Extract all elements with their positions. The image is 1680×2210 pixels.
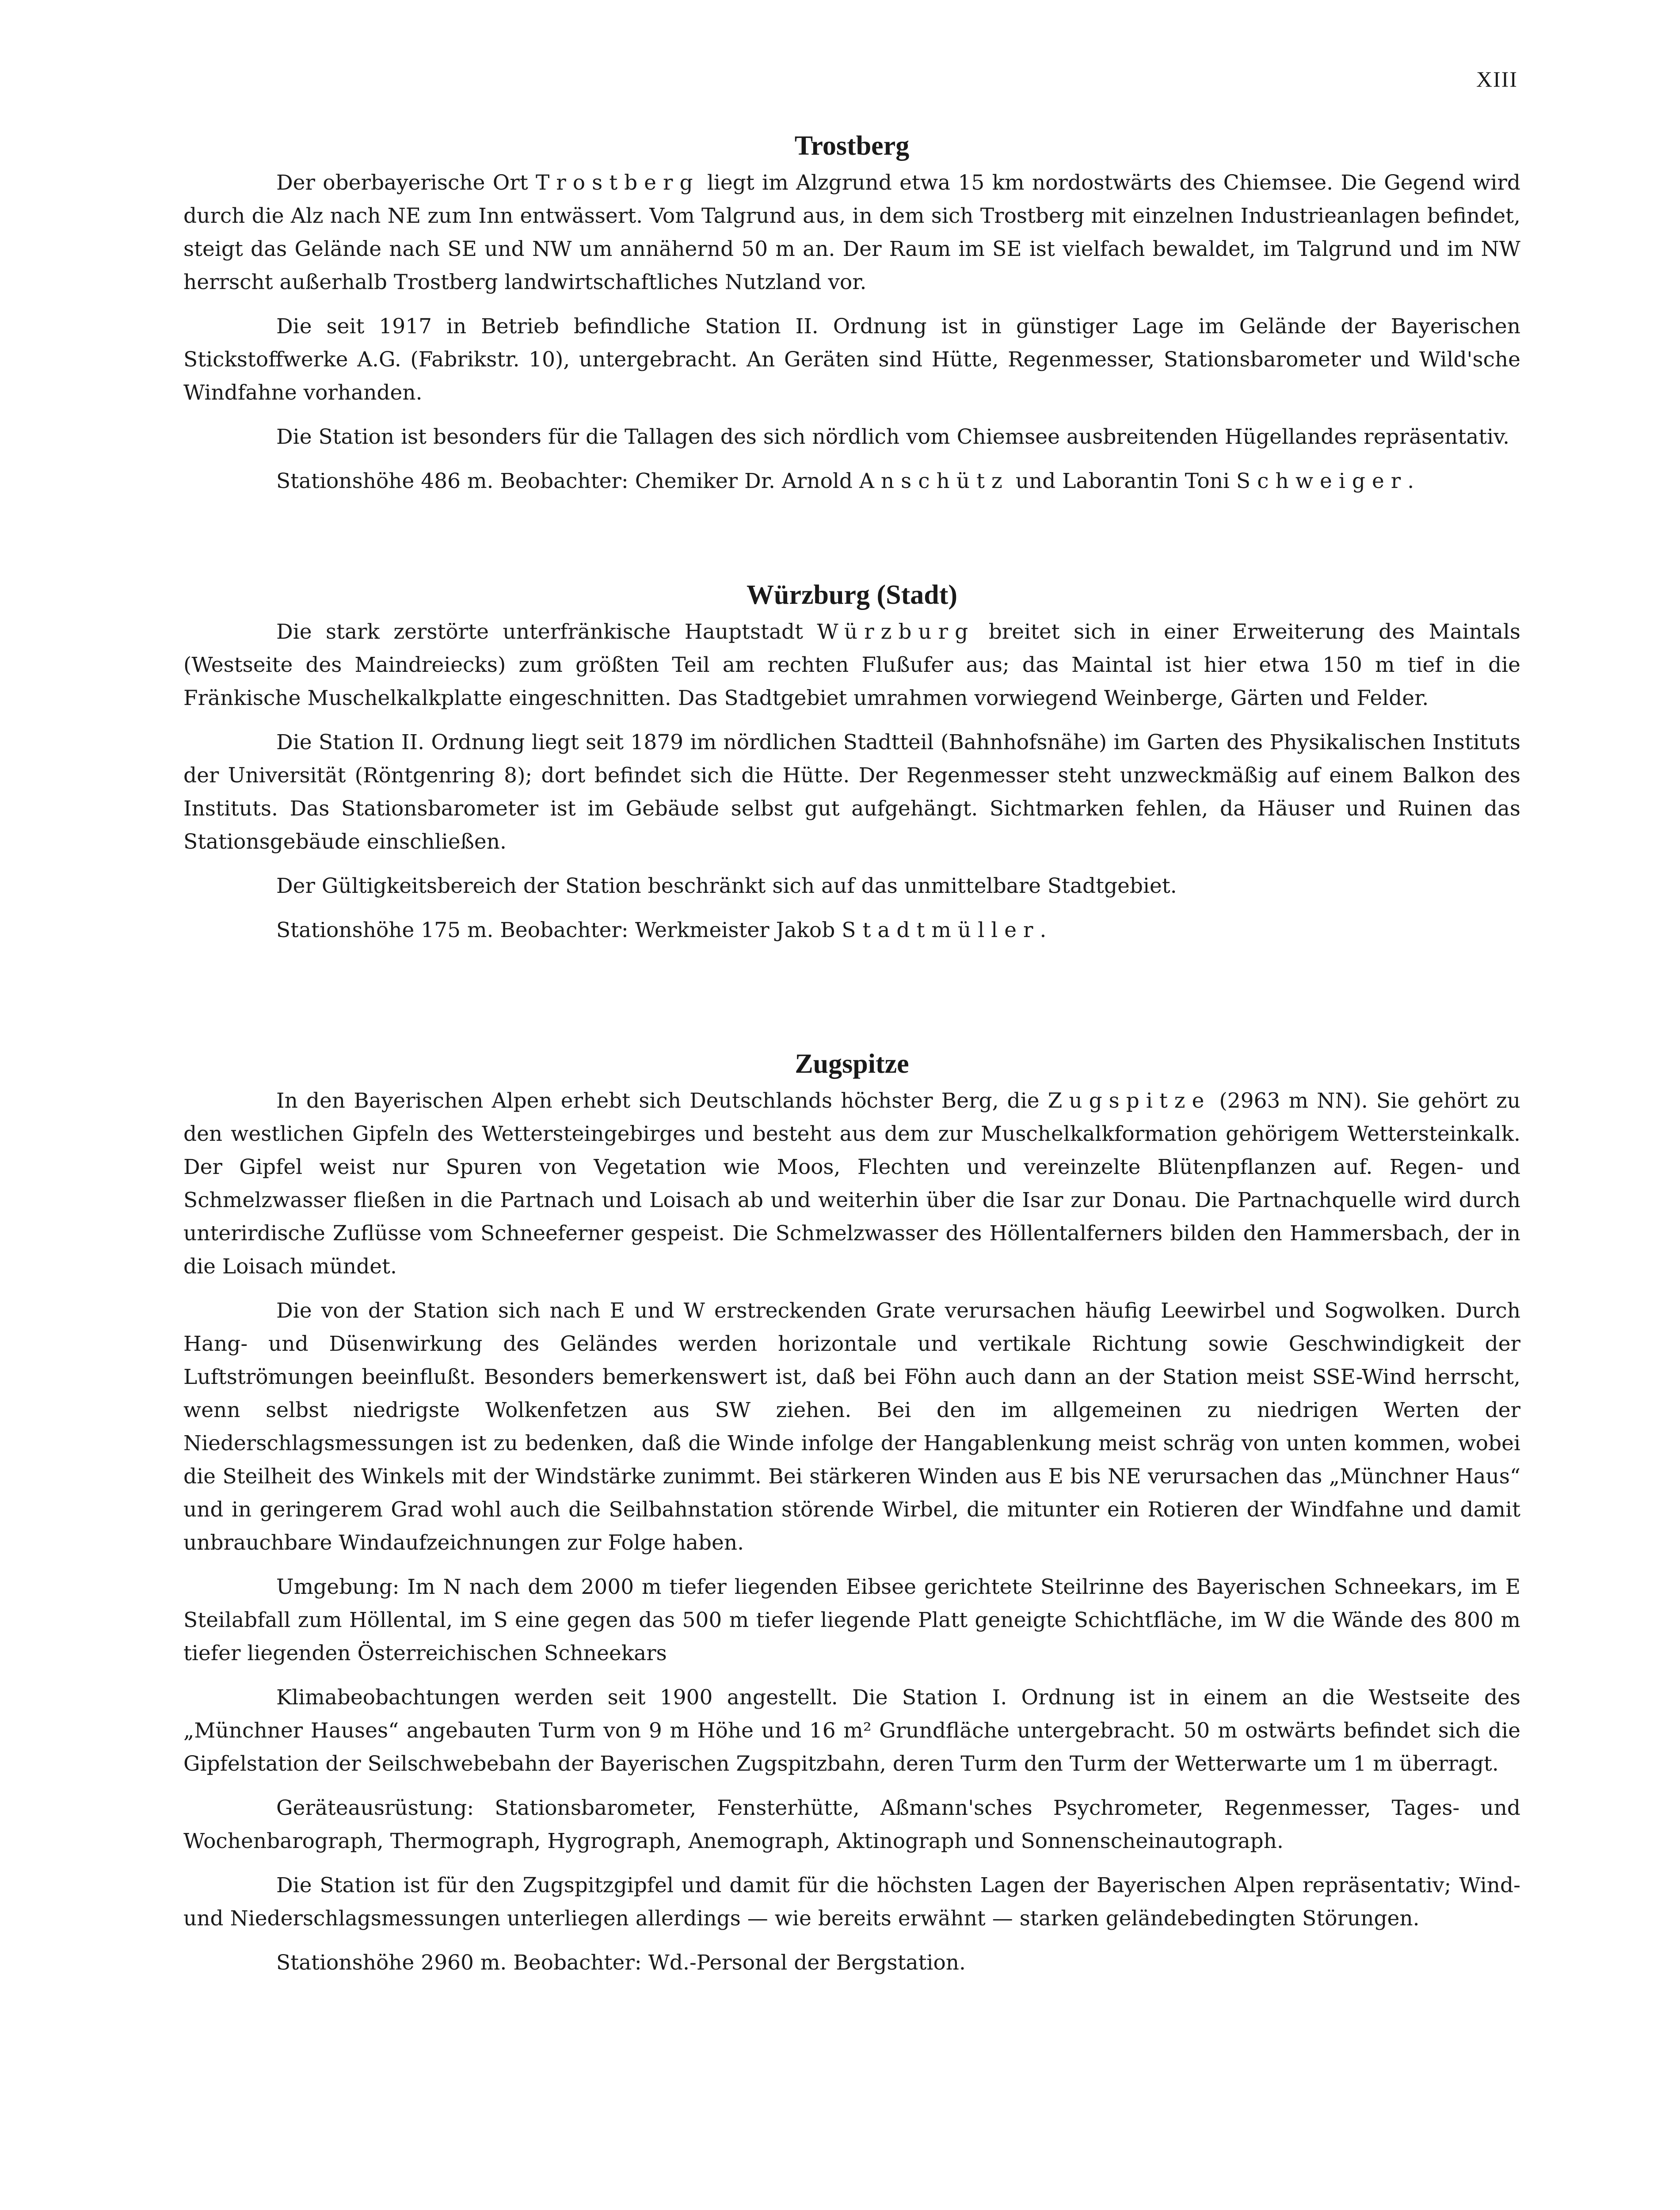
paragraph: Die Station ist für den Zugspitzgipfel und damit für die höchsten Lagen der Bayerischen Alpen repräsentativ; Wind- und Niederschlagsmessungen unterliegen allerdings — wie bereits erwähnt — starken geländebedingten Störungen.	[183, 1873, 1520, 1931]
section-wuerzburg	[183, 577, 1520, 947]
page-number: XIII	[1476, 67, 1518, 91]
spaced-name: Schweiger	[1236, 469, 1408, 493]
spaced-name: Trostberg	[535, 171, 700, 195]
paragraph: Die Station ist besonders für die Tallagen des sich nördlich vom Chiemsee ausbreitenden Hügellandes repräsentativ.	[276, 425, 1510, 449]
paragraph: Stationshöhe 2960 m. Beobachter: Wd.-Personal der Bergstation.	[276, 1951, 966, 1975]
paragraph: Stationshöhe 175 m. Beobachter: Werkmeister Jakob Stadtmüller.	[276, 918, 1047, 942]
section-title-zugspitze: Zugspitze	[795, 1049, 909, 1079]
spaced-name: Zugspitze	[1048, 1089, 1211, 1113]
spaced-name: Anschütz	[859, 469, 1009, 493]
paragraph: Die stark zerstörte unterfränkische Hauptstadt Würzburg breitet sich in einer Erweiterung des Maintals (Westseite des Maindreiecks) zum größten Teil am rechten Flußufer aus; das Maintal ist hier etwa 150 m tief in die Fränkische Muschelkalkplatte eingeschnitten. Das Stadtgebiet umrahmen vorwiegend Weinberge, Gärten und Felder.	[183, 620, 1521, 710]
paragraph: Klimabeobachtungen werden seit 1900 angestellt. Die Station I. Ordnung ist in einem an die Westseite des „Münchner Hauses“ angebauten Turm von 9 m Höhe und 16 m² Grundfläche untergebracht. 50 m ostwärts befindet sich die Gipfelstation der Seilschwebebahn der Bayerischen Zugspitzbahn, deren Turm den Turm der Wetterwarte um 1 m überragt.	[183, 1685, 1520, 1776]
paragraph: Geräteausrüstung: Stationsbarometer, Fensterhütte, Aßmann'sches Psychrometer, Regenmesser, Tages- und Wochenbarograph, Thermograph, Hygrograph, Anemograph, Aktinograph und Sonnenscheinautograph.	[183, 1796, 1520, 1853]
section-trostberg	[183, 128, 1520, 498]
paragraph: Stationshöhe 486 m. Beobachter: Chemiker Dr. Arnold Anschütz und Laborantin Toni Schweiger.	[276, 469, 1414, 493]
section-title-wuerzburg: Würzburg (Stadt)	[746, 580, 958, 610]
paragraph: Die seit 1917 in Betrieb befindliche Station II. Ordnung ist in günstiger Lage im Gelände der Bayerischen Stickstoffwerke A.G. (Fabrikstr. 10), untergebracht. An Geräten sind Hütte, Regenmesser, Stationsbarometer und Wild'sche Windfahne vorhanden.	[183, 314, 1520, 405]
spaced-name: Würzburg	[817, 620, 975, 644]
paragraph: Umgebung: Im N nach dem 2000 m tiefer liegenden Eibsee gerichtete Steilrinne des Bayerischen Schneekars, im E Steilabfall zum Höllental, im S eine gegen das 500 m tiefer liegende Platt geneigte Schichtfläche, im W die Wände des 800 m tiefer liegenden Österreichischen Schneekars	[183, 1575, 1520, 1665]
paragraph: Der oberbayerische Ort Trostberg liegt im Alzgrund etwa 15 km nordostwärts des Chiemsee. Die Gegend wird durch die Alz nach NE zum Inn entwässert. Vom Talgrund aus, in dem sich Trostberg mit einzelnen Industrieanlagen befindet, steigt das Gelände nach SE und NW um annähernd 50 m an. Der Raum im SE ist vielfach bewaldet, im Talgrund und im NW herrscht außerhalb Trostberg landwirtschaftliches Nutzland vor.	[183, 171, 1520, 294]
section-title-trostberg: Trostberg	[794, 131, 910, 161]
spaced-name: Stadtmüller	[842, 918, 1040, 942]
paragraph: Die Station II. Ordnung liegt seit 1879 im nördlichen Stadtteil (Bahnhofsnähe) im Garten des Physikalischen Instituts der Universität (Röntgenring 8); dort befindet sich die Hütte. Der Regenmesser steht unzweckmäßig auf einem Balkon des Instituts. Das Stationsbarometer ist im Gebäude selbst gut aufgehängt. Sichtmarken fehlen, da Häuser und Ruinen das Stationsgebäude einschließen.	[183, 730, 1520, 854]
paragraph: Der Gültigkeitsbereich der Station beschränkt sich auf das unmittelbare Stadtgebiet.	[276, 874, 1177, 898]
paragraph: Die von der Station sich nach E und W erstreckenden Grate verursachen häufig Leewirbel und Sogwolken. Durch Hang- und Düsenwirkung des Geländes werden horizontale und vertikale Richtung sowie Geschwindigkeit der Luftströmungen beeinflußt. Besonders bemerkenswert ist, daß bei Föhn auch dann an der Station meist SSE-Wind herrscht, wenn selbst niedrigste Wolkenfetzen aus SW ziehen. Bei den im allgemeinen zu niedrigen Werten der Niederschlagsmessungen ist zu bedenken, daß die Winde infolge der Hangablenkung meist schräg von unten kommen, wobei die Steilheit des Winkels mit der Windstärke zunimmt. Bei stärkeren Winden aus E bis NE verursachen das „Münchner Haus“ und in geringerem Grad wohl auch die Seilbahnstation störende Wirbel, die mitunter ein Rotieren der Windfahne und damit unbrauchbare Windaufzeichnungen zur Folge haben.	[183, 1299, 1520, 1555]
paragraph: In den Bayerischen Alpen erhebt sich Deutschlands höchster Berg, die Zugspitze (2963 m NN). Sie gehört zu den westlichen Gipfeln des Wettersteingebirges und besteht aus dem zur Muschelkalkformation gehörigem Wettersteinkalk. Der Gipfel weist nur Spuren von Vegetation wie Moos, Flechten und vereinzelte Blütenpflanzen auf. Regen- und Schmelzwasser fließen in die Partnach und Loisach ab und weiterhin über die Isar zur Donau. Die Partnachquelle wird durch unterirdische Zuflüsse vom Schneeferner gespeist. Die Schmelzwasser des Höllentalferners bilden den Hammersbach, der in die Loisach mündet.	[183, 1089, 1520, 1279]
page-content	[183, 128, 1520, 1990]
section-zugspitze	[183, 1046, 1520, 1979]
